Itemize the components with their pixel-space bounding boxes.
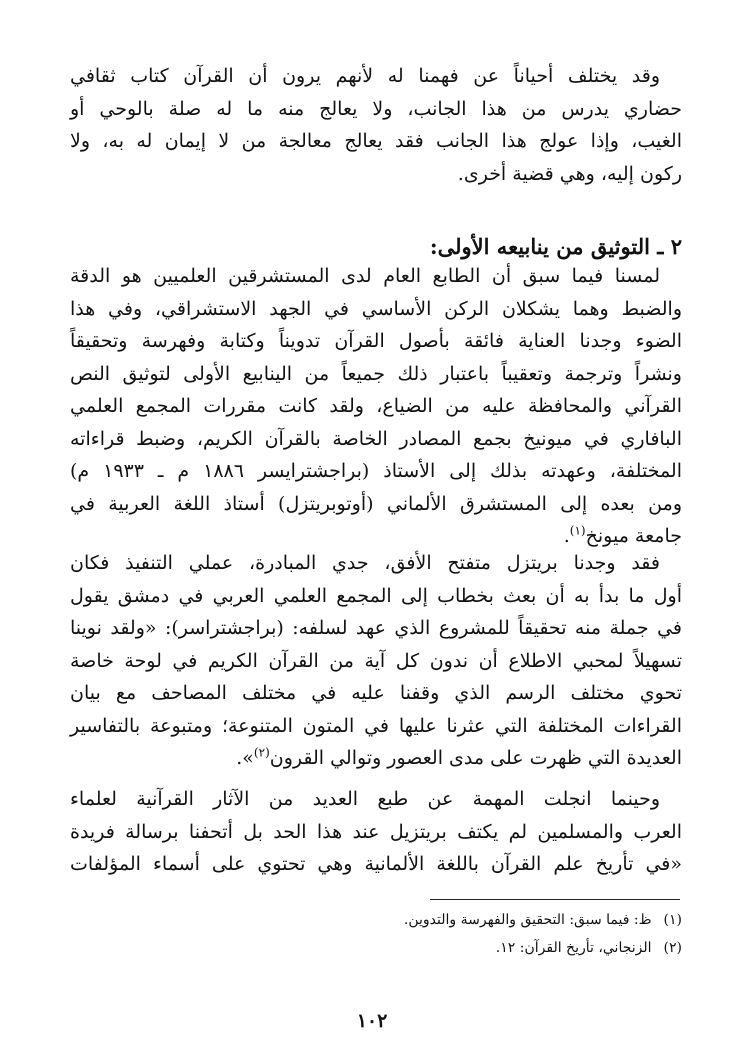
paragraph-line: أول ما بدأ به أن بعث بخطاب إلى المجمع العلمي العربي في دمشق يقول xyxy=(70,584,682,607)
footnote-item xyxy=(70,934,682,962)
section-heading: ٢ ـ التوثيق من ينابيعه الأولى: xyxy=(429,234,682,259)
paragraph-line: في جملة منه تحقيقاً للمشروع الذي عهد لسلفه: (براجشتراسر): «ولقد نوينا xyxy=(70,617,682,639)
paragraph-line: البافاري في ميونيخ بجمع المصادر الخاصة بالقرآن الكريم، وضبط قراءاته xyxy=(70,427,682,450)
paragraph-line: ومن بعده إلى المستشرق الألماني (أوتوبريتزل) أستاذ اللغة العربية في xyxy=(70,492,682,515)
paragraph-line: لمسنا فيما سبق أن الطابع العام لدى المستشرقين العلميين هو الدقة xyxy=(70,265,660,287)
paragraph-line: ركون إليه، وهي قضية أخرى. xyxy=(457,162,682,185)
paragraph-line: حضاري يدرس من هذا الجانب، ولا يعالج منه ما له صلة بالوحي أو xyxy=(70,97,682,120)
paragraph-line: وقد يختلف أحياناً عن فهمنا له لأنهم يرون أن القرآن كتاب ثقافي xyxy=(70,65,660,87)
paragraph-line: تسهيلاً لمحبي الاطلاع أن ندون كل آية من القرآن الكريم في لوحة خاصة xyxy=(70,649,682,672)
closing-quote: ». xyxy=(236,747,254,769)
paragraph-line: جامعة ميونخ$^{(١)}$. xyxy=(563,523,682,547)
footnote-reference[interactable]: (٢) xyxy=(253,745,270,760)
paragraph-line: «في تأريخ علم القرآن باللغة الألمانية وهي تحتوي على أسماء المؤلفات xyxy=(70,853,682,875)
paragraph-text: العديدة التي ظهرت على مدى العصور وتوالي القرون xyxy=(269,747,682,769)
paragraph-line: تحوي مختلف الرسم الذي وقفنا عليه في مختلف المصاحف مع بيان xyxy=(70,682,682,704)
paragraph-line xyxy=(70,742,682,775)
paragraph-line: والضبط وهما يشكلان الركن الأساسي في الجهد الاستشراقي، وفي هذا xyxy=(70,297,682,320)
footnote-reference[interactable]: (١) xyxy=(569,523,586,538)
footnote-number: (١) xyxy=(663,912,682,928)
paragraph-line: المختلفة، وعهدته بذلك إلى الأستاذ (براجشترايسر ١٨٨٦ م ـ ١٩٣٣ م) xyxy=(70,460,683,482)
footnote-text: ظ: فيما سبق: التحقيق والفهرسة والتدوين. xyxy=(403,912,652,928)
paragraph-line: فقد وجدنا بريتزل متفتح الأفق، جدي المبادرة، عملي التنفيذ فكان xyxy=(70,552,660,574)
paragraph-line: القراءات المختلفة التي عثرنا عليها في المتون المتنوعة؛ ومتبوعة بالتفاسير xyxy=(70,714,682,737)
footnote-divider xyxy=(430,899,680,900)
paragraph-4 xyxy=(70,783,682,881)
page-number: ١٠٢ xyxy=(356,1010,388,1032)
footnote-number: (٢) xyxy=(663,940,682,956)
footnote-text: الزنجاني، تأريخ القرآن: ١٢. xyxy=(495,940,652,956)
paragraph-3 xyxy=(70,547,682,775)
paragraph-text: جامعة ميونخ xyxy=(585,525,682,547)
paragraph-2 xyxy=(70,260,682,553)
paragraph-line: العرب والمسلمين لم يكتف بريتزيل عند هذا الحد بل أتحفنا برسالة فريدة xyxy=(70,820,682,843)
paragraph-line: الغيب، وإذا عولج هذا الجانب فقد يعالج معالجة من لا إيمان له به، ولا xyxy=(70,130,682,152)
footnote-item xyxy=(70,906,682,934)
paragraph-line: القرآني والمحافظة عليه من الضياع، ولقد كانت مقررات المجمع العلمي xyxy=(70,395,682,417)
footnotes xyxy=(70,906,682,962)
paragraph-1 xyxy=(70,60,682,190)
paragraph-line: ونشراً وترجمة وتعقيباً باعتبار ذلك جميعاً من الينابيع الأولى لتوثيق النص xyxy=(70,362,682,385)
paragraph-line: الضوء وجدنا العناية فائقة بأصول القرآن تدويناً وكتابة وفهرسة وتحقيقاً xyxy=(70,330,682,352)
paragraph-line: وحينما انجلت المهمة عن طبع العديد من الآثار القرآنية لعلماء xyxy=(70,788,660,810)
